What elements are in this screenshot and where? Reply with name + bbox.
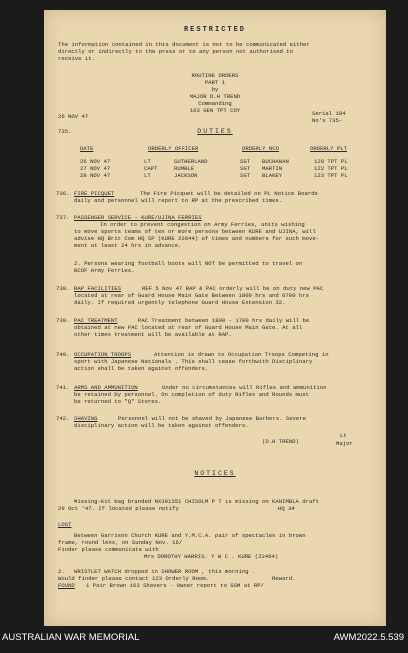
order-number: 736. [56,190,70,197]
order-number: 742. [56,415,70,422]
duty-officer-name: SUTHERLAND [174,158,208,165]
footer-institution: AUSTRALIAN WAR MEMORIAL [2,632,140,643]
notice-line: receive it. [58,55,95,62]
duty-platoon: 122 TPT PL [314,165,348,172]
order-title: ROUTINE ORDERS [191,72,239,79]
order-text: In order to prevent congestion on Army Ferries, units wishing [100,221,305,228]
order-number: 737. [56,214,70,221]
order-text: located at rear of Guard House Main Gate Between 1800 hrs and 0700 hrs [74,292,309,299]
notice-text: Missing-Kit bag branded NX301351 CHISOLM P T is missing on KANIMBLA draft [74,498,320,505]
duty-nco-name: BUCHANAN [262,158,289,165]
order-text: REF 5 Nov 47 RAP & PAC orderly will be on duty new PAC [142,285,324,292]
order-text: disciplinary action will be taken against offenders. [74,422,249,429]
duty-nco-rank: SGT [240,165,251,172]
classification: RESTRICTED [183,26,246,34]
notice-text: 29 Oct '47. If located please notify [58,505,179,512]
order-text: advise HQ Brit Com HQ SP (KURE 22044) of times and numbers for such move- [74,235,320,242]
order-text: Personnel will not be shaved by Japanese Barbers. Severe [118,415,306,422]
order-number: 738. [56,285,70,292]
order-text: action shall be taken against offenders. [74,365,209,372]
duty-nco-rank: SGT [240,158,251,165]
unit-name: 163 GEN TPT COY [189,107,241,114]
order-text: be returned to "Q" Stores. [74,398,162,405]
order-heading: OCCUPATION TROOPS [74,351,132,358]
order-text: Attention is drawn to Occupation Troops Competing in [154,351,329,358]
signature-role: Major [336,440,353,447]
order-heading: ARMS AND AMMUNITION [74,384,138,391]
duties-col-date: DATE [80,145,94,152]
duties-col-officer: ORDERLY OFFICER [148,145,199,152]
duty-date: 28 NOV 47 [80,172,111,179]
order-part: PART 1 [204,79,226,86]
order-date: 26 NOV 47 [58,113,89,120]
order-by: by [211,86,219,93]
notice-line: The information contained in this document is not to be communicated either [58,41,310,48]
notices-heading: NOTICES [194,470,236,477]
order-number: 735. [58,128,72,135]
duty-date: 26 NOV 47 [80,158,111,165]
duty-officer-rank: LT [144,172,151,179]
commander-name: MAJOR D.H TREND [189,93,241,100]
notice-reward: Reward. [272,575,296,582]
order-numbers: No's 735- [312,117,343,124]
duty-platoon: 123 TPT PL [314,172,348,179]
notice-text: Finder please communicate with [58,546,159,553]
order-number: 741. [56,384,70,391]
order-heading: PAC TREATMENT [74,317,118,324]
order-text: 2. Persons wearing football boots will NOT be permitted to travel on [74,260,303,267]
duty-nco-name: BLAKEY [262,172,283,179]
order-text: to move sports teams of ten or more persons between KURE and UJINA, will [74,228,316,235]
order-text: sport with Japanese Nationals . This shall cease forthwith Disciplinary [74,358,313,365]
order-text: daily. If required urgently telephone Guard House Extension 32. [74,299,286,306]
duty-date: 27 NOV 47 [80,165,111,172]
order-heading: RAP FACILITIES [74,285,121,292]
duty-platoon: 120 TPT PL [314,158,348,165]
order-text: other times treatment will be available at RAP. [74,331,232,338]
serial-number: Serial 184 [312,110,346,117]
duty-officer-name: JACKSON [174,172,198,179]
duty-officer-name: RUMBLE [174,165,195,172]
notice-text: frame, round lens, on Sunday Nov. 16/ [58,539,183,546]
notice-label-found: FOUND [58,582,75,589]
duty-nco-name: MARTIN [262,165,283,172]
duty-nco-rank: SGT [240,172,251,179]
notice-number: 2. [58,568,65,575]
order-text: PAC Treatment between 1800 - 1700 hrs daily will be [138,317,310,324]
notice-text: 1 Pair Brown 163 Shavers - Owner report to GSM at RP/ [86,582,264,589]
commanding-label: Commanding [198,100,232,107]
notice-text: Mrs DOROTHY HARRIS. Y W C . KURE (22464) [144,553,279,560]
signature-rank: Lt [340,432,347,439]
order-text: daily and personnel will report to RP at the prescribed times. [74,197,283,204]
order-text: ment at least 24 hrs in advance. [74,242,182,249]
order-text: obtained at new PAC located at rear of Guard House Main Gate. At all [74,324,303,331]
order-number: 739. [56,317,70,324]
order-number: 740. [56,351,70,358]
notice-text: WRISTLET WATCH dropped in SHOWER ROOM , this morning . [74,568,256,575]
duty-officer-rank: LT [144,158,151,165]
notice-text: Would finder please contact 123 Orderly Room. [58,575,210,582]
order-heading: SHAVING [74,415,98,422]
duties-heading: DUTIES [197,128,233,135]
notice-line: directly or indirectly to the press or to any person not authorised to [58,48,293,55]
order-text: The Fire Picquet will be detailed on PL Notice Boards [140,190,318,197]
document-page [44,10,386,626]
notice-ref: HQ 34 [278,505,295,512]
order-heading: FIRE PICQUET [74,190,115,197]
notice-text: Between Garrison Church KURE and Y.M.C.A. pair of spectacles in brown [74,532,306,539]
order-text: be retained by personnel. On completion of duty Rifles and Rounds must [74,391,309,398]
order-text: BCOF Army Ferries. [74,267,135,274]
duties-col-nco: ORDERLY NCO [242,145,279,152]
duties-col-plt: ORDERLY PLT [310,145,347,152]
duty-officer-rank: CAPT [144,165,158,172]
notice-label-lost: LOST [58,521,72,528]
order-text: Under no circumstances will Rifles and ammunition [162,384,327,391]
signature-name: (D.H TREND) [262,438,299,445]
order-heading: PASSENGER SERVICE - KURE/UJINA FERRIES [74,214,202,221]
footer-accession: AWM2022.5.539 [333,632,404,643]
